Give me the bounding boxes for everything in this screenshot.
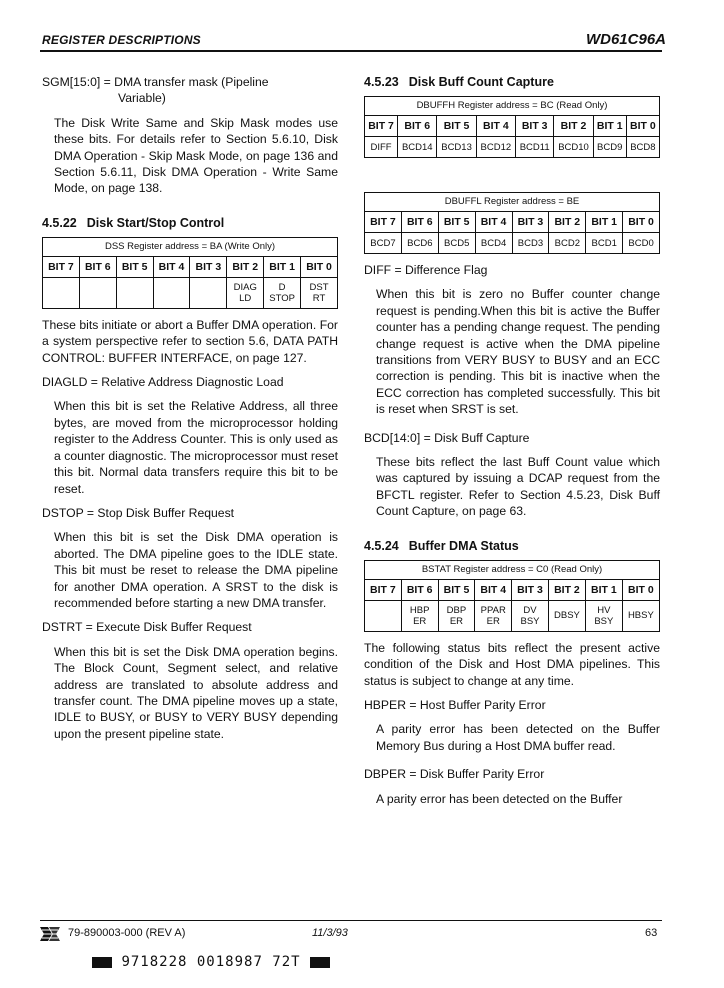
footer-page-number: 63	[645, 927, 658, 939]
footer-document-number: 79-890003-000 (REV A)	[68, 927, 186, 939]
bit-header: BIT 5	[438, 212, 475, 233]
running-header-part-number: WD61C96A	[585, 31, 666, 48]
dss-register-caption: DSS Register address = BA (Write Only)	[43, 237, 338, 256]
sgm-description: The Disk Write Same and Skip Mask modes use these bits. For details refer to Section 5.6.10, Disk DMA Operation - Skip Mask Mode, on page 136 and Section 5.6.11, Disk DMA Operation - Write Same Mode, on page 138.	[54, 115, 338, 196]
bit-value	[116, 277, 153, 308]
section-number: 4.5.24	[364, 538, 399, 553]
bit-value: DIAG LD	[227, 277, 264, 308]
bit-value: DIFF	[365, 137, 398, 158]
bit-header: BIT 3	[190, 256, 227, 277]
barcode-row	[92, 954, 330, 970]
bit-value: HBSY	[622, 600, 659, 631]
bit-value: DBP ER	[438, 600, 475, 631]
bit-header: BIT 0	[622, 579, 659, 600]
barcode-block-icon	[310, 957, 330, 968]
bit-value	[365, 600, 402, 631]
bit-header: BIT 4	[476, 116, 515, 137]
bit-header: BIT 6	[398, 116, 437, 137]
bit-value: BCD5	[438, 233, 475, 254]
bstat-intro: The following status bits reflect the present active condition of the Disk and Host DMA pipelines. This status is subject to change at any time.	[364, 640, 660, 688]
barcode-block-icon	[92, 957, 112, 968]
bit-header: BIT 7	[43, 256, 80, 277]
bcd-title: BCD[14:0] = Disk Buff Capture	[364, 430, 530, 445]
bit-header: BIT 2	[548, 579, 585, 600]
bit-value: BCD8	[626, 137, 659, 158]
left-column	[42, 74, 338, 742]
bit-header: BIT 1	[593, 116, 626, 137]
bit-value	[153, 277, 190, 308]
bit-value: PPAR ER	[475, 600, 512, 631]
dbuffl-register-caption: DBUFFL Register address = BE	[365, 193, 660, 212]
bit-value	[43, 277, 80, 308]
bit-value: HV BSY	[585, 600, 622, 631]
bit-value	[190, 277, 227, 308]
bit-header: BIT 3	[512, 212, 549, 233]
bit-value: BCD13	[437, 137, 476, 158]
bit-value: BCD1	[586, 233, 623, 254]
bit-header: BIT 4	[475, 212, 512, 233]
section-4-5-23-heading	[364, 74, 660, 90]
barcode-text: 9718228 0018987 72T	[121, 954, 301, 970]
bit-header: BIT 6	[401, 212, 438, 233]
company-logo-icon	[40, 925, 60, 943]
section-number: 4.5.23	[364, 75, 399, 89]
bit-value: BCD4	[475, 233, 512, 254]
bit-header: BIT 7	[365, 212, 402, 233]
running-header-section: REGISTER DESCRIPTIONS	[42, 33, 201, 47]
bit-header: BIT 3	[515, 116, 553, 137]
bit-header: BIT 5	[438, 579, 475, 600]
bit-value: HBP ER	[401, 600, 438, 631]
bit-header: BIT 5	[437, 116, 476, 137]
bit-header: BIT 2	[227, 256, 264, 277]
dstop-description: When this bit is set the Disk DMA operation is aborted. The DMA pipeline goes to the IDLE state. This bit must be reset to release the DMA pipeline for another DMA operation. A SRST to the disk is recommended before starting a new DMA transfer.	[54, 530, 338, 610]
hbper-title: HBPER = Host Buffer Parity Error	[364, 697, 546, 712]
dstrt-title: DSTRT = Execute Disk Buffer Request	[42, 620, 252, 635]
bit-header: BIT 1	[264, 256, 301, 277]
bit-value: BCD3	[512, 233, 549, 254]
bit-header: BIT 0	[623, 212, 660, 233]
dss-intro: These bits initiate or abort a Buffer DMA operation. For a system perspective refer to section 5.6, DATA PATH CONTROL: BUFFER INTERFACE, on page 127.	[42, 317, 338, 365]
bit-value: BCD11	[515, 137, 553, 158]
bit-header: BIT 1	[586, 212, 623, 233]
section-number: 4.5.22	[42, 215, 77, 230]
bit-value: D STOP	[264, 277, 301, 308]
bit-header: BIT 0	[301, 256, 338, 277]
bit-value: BCD0	[623, 233, 660, 254]
dstop-title: DSTOP = Stop Disk Buffer Request	[42, 505, 235, 520]
sgm-definition-title-cont: Variable)	[118, 91, 166, 106]
dbper-description: A parity error has been detected on the Buffer	[376, 791, 623, 806]
bit-value	[79, 277, 116, 308]
bit-value: DV BSY	[512, 600, 549, 631]
diff-title: DIFF = Difference Flag	[364, 263, 488, 277]
section-title: Buffer DMA Status	[408, 538, 519, 553]
section-title: Disk Buff Count Capture	[408, 75, 554, 89]
bit-header: BIT 6	[401, 579, 438, 600]
bstat-register-caption: BSTAT Register address = C0 (Read Only)	[365, 560, 660, 579]
bit-header: BIT 4	[475, 579, 512, 600]
bit-header: BIT 6	[79, 256, 116, 277]
bit-value: BCD14	[398, 137, 437, 158]
footer-rule	[40, 920, 662, 921]
bstat-register-table	[364, 560, 660, 632]
dbuffl-register-table	[364, 192, 660, 254]
dss-register-table	[42, 237, 338, 309]
diff-description: When this bit is zero no Buffer counter change request is pending.When this bit is active the Buffer counter has a pending change request. The pending change request is active when the DMA pipeline transitions from VERY BUSY to BUSY and an ECC correction is pending. This bit is inactive when the ECC correction has completed successfully. This bit is reset when SRST is set.	[376, 287, 660, 417]
section-4-5-24-heading	[364, 538, 660, 554]
bit-value: BCD7	[365, 233, 402, 254]
bit-header: BIT 5	[116, 256, 153, 277]
bcd-description: These bits reflect the last Buff Count value which was captured by issuing a DCAP request from the BFCTL register. Refer to Section 4.5.23, Disk Buff Count Capture, on page 63.	[376, 455, 660, 519]
bit-header: BIT 3	[512, 579, 549, 600]
bit-header: BIT 2	[549, 212, 586, 233]
dbuffh-register-table	[364, 96, 660, 158]
bit-header: BIT 7	[365, 579, 402, 600]
bit-value: BCD6	[401, 233, 438, 254]
section-4-5-22-heading	[42, 215, 338, 231]
sgm-definition-title: SGM[15:0] = DMA transfer mask (Pipeline	[42, 75, 269, 89]
bit-header: BIT 7	[365, 116, 398, 137]
section-title: Disk Start/Stop Control	[86, 215, 225, 230]
dbuffh-register-caption: DBUFFH Register address = BC (Read Only)	[365, 97, 660, 116]
bit-value: DST RT	[301, 277, 338, 308]
bit-value: BCD12	[476, 137, 515, 158]
dstrt-description: When this bit is set the Disk DMA operation begins. The Block Count, Segment select, and relative address are translated to absolute address and transfer count. The DMA pipeline moves up a state, IDLE to BUSY, or BUSY to VERY BUSY depending upon the present pipeline state.	[54, 644, 338, 741]
footer-date: 11/3/93	[312, 927, 348, 939]
bit-header: BIT 2	[554, 116, 593, 137]
diagld-title: DIAGLD = Relative Address Diagnostic Load	[42, 375, 284, 390]
bit-value: BCD2	[549, 233, 586, 254]
bit-header: BIT 4	[153, 256, 190, 277]
bit-value: BCD9	[593, 137, 626, 158]
right-column	[364, 74, 660, 807]
dbper-title: DBPER = Disk Buffer Parity Error	[364, 767, 545, 782]
bit-header: BIT 0	[626, 116, 659, 137]
bit-header: BIT 1	[585, 579, 622, 600]
bit-value: DBSY	[548, 600, 585, 631]
header-rule	[40, 50, 662, 52]
diagld-description: When this bit is set the Relative Address, all three bytes, are moved from the microprocessor holding register to the Address Counter. This is only used as a counter diagnostic. The microprocessor must reset this bit. Normal data transfers require this bit to be reset.	[54, 399, 338, 496]
hbper-description: A parity error has been detected on the Buffer Memory Bus during a Host DMA buffer read.	[376, 722, 660, 753]
bit-value: BCD10	[554, 137, 593, 158]
